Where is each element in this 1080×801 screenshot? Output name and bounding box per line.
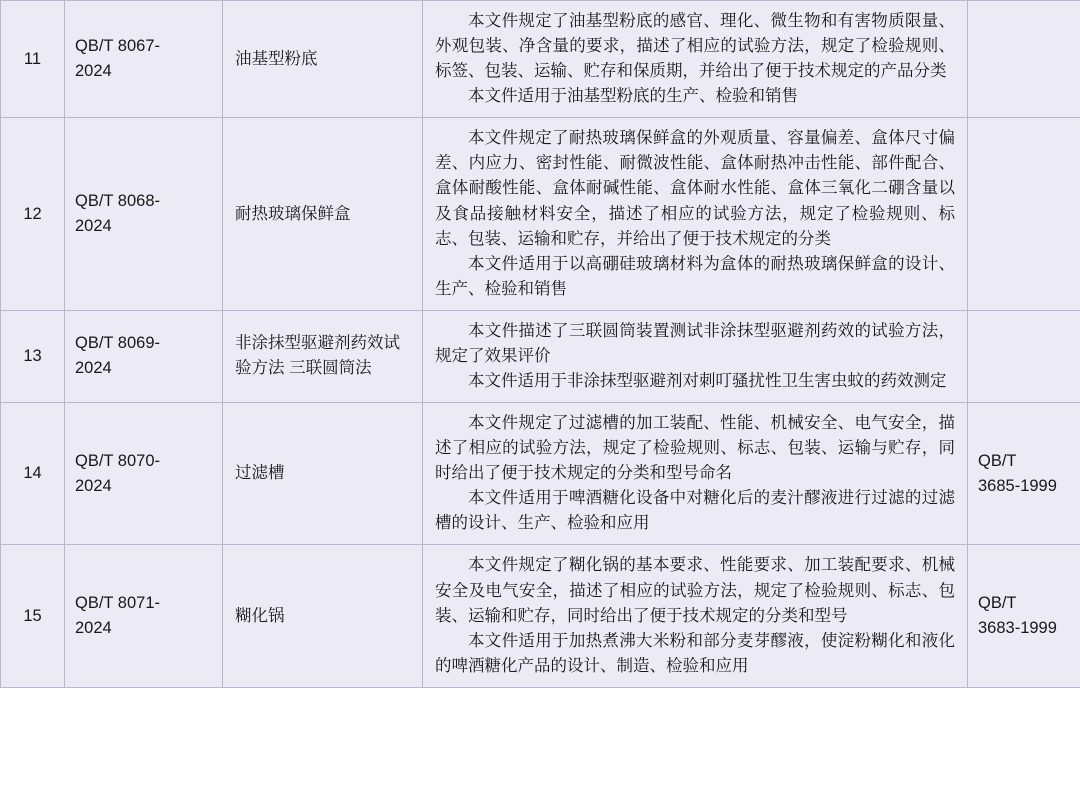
standard-code-line-2: 2024 [75, 217, 112, 236]
content-paragraph: 本文件描述了三联圆筒装置测试非涂抹型驱避剂药效的试验方法，规定了效果评价 [435, 321, 955, 365]
row-index: 14 [1, 403, 65, 545]
row-standard-content [423, 1, 968, 118]
content-paragraph: 本文件适用于油基型粉底的生产、检验和销售 [468, 87, 798, 106]
standard-code-line-2: 2024 [75, 476, 112, 495]
row-standard-name: 糊化锅 [223, 545, 423, 687]
row-standard-code [65, 545, 223, 687]
standard-code-line-2: 2024 [75, 359, 112, 378]
standard-code-line-2: 2024 [75, 62, 112, 81]
standard-code-line-2: 2024 [75, 619, 112, 638]
row-standard-name: 耐热玻璃保鲜盒 [223, 118, 423, 311]
row-standard-code [65, 118, 223, 311]
row-standard-content [423, 118, 968, 311]
content-paragraph: 本文件适用于加热煮沸大米粉和部分麦芽醪液，使淀粉糊化和液化的啤酒糖化产品的设计、制造、检验和应用 [435, 631, 955, 675]
row-standard-name: 过滤槽 [223, 403, 423, 545]
content-paragraph: 本文件规定了油基型粉底的感官、理化、微生物和有害物质限量、外观包装、净含量的要求，描述了相应的试验方法，规定了检验规则、标签、包装、运输、贮存和保质期，并给出了便于技术规定的产品分类 [435, 12, 955, 81]
standard-code-line-1: QB/T 8068- [75, 192, 160, 210]
content-paragraph: 本文件适用于非涂抹型驱避剂对刺叮骚扰性卫生害虫蚊的药效测定 [468, 372, 947, 391]
content-paragraph: 本文件适用于啤酒糖化设备中对糖化后的麦汁醪液进行过滤的过滤槽的设计、生产、检验和应用 [435, 489, 955, 533]
content-paragraph: 本文件规定了耐热玻璃保鲜盒的外观质量、容量偏差、盒体尺寸偏差、内应力、密封性能、耐微波性能、盒体耐热冲击性能、部件配合、盒体耐酸性能、盒体耐碱性能、盒体耐水性能、盒体三氧化二硼含量以及食品接触材料安全，描述了相应的试验方法，规定了检验规则、标志、包装、运输和贮存，并给出了便于技术规定的分类 [435, 129, 955, 248]
row-index: 11 [1, 1, 65, 118]
row-standard-name: 油基型粉底 [223, 1, 423, 118]
row-standard-content [423, 403, 968, 545]
table-row [1, 403, 1080, 545]
table-row [1, 310, 1080, 402]
row-standard-code [65, 310, 223, 402]
replaced-code-line-2: 3685-1999 [978, 476, 1057, 495]
standard-code-line-1: QB/T 8067- [75, 37, 160, 56]
row-replaced-standard [968, 118, 1080, 311]
table-row [1, 118, 1080, 311]
replaced-code-line-1: QB/T [978, 451, 1017, 470]
row-replaced-standard [968, 403, 1080, 545]
content-paragraph: 本文件规定了过滤槽的加工装配、性能、机械安全、电气安全，描述了相应的试验方法，规定了检验规则、标志、包装、运输与贮存，同时给出了便于技术规定的分类和型号命名 [435, 414, 955, 483]
standard-code-line-1: QB/T 8069- [75, 334, 160, 353]
row-standard-code [65, 1, 223, 118]
content-paragraph: 本文件适用于以高硼硅玻璃材料为盒体的耐热玻璃保鲜盒的设计、生产、检验和销售 [435, 254, 955, 298]
row-replaced-standard [968, 545, 1080, 687]
row-replaced-standard [968, 310, 1080, 402]
row-standard-name: 非涂抹型驱避剂药效试验方法 三联圆筒法 [223, 310, 423, 402]
row-standard-content [423, 545, 968, 687]
table-row [1, 1, 1080, 118]
content-paragraph: 本文件规定了糊化锅的基本要求、性能要求、加工装配要求、机械安全及电气安全，描述了相应的试验方法，规定了检验规则、标志、包装、运输和贮存，同时给出了便于技术规定的分类和型号 [435, 556, 955, 625]
replaced-code-line-2: 3683-1999 [978, 619, 1057, 638]
row-index: 13 [1, 310, 65, 402]
table-row [1, 545, 1080, 687]
standard-code-line-1: QB/T 8071- [75, 594, 160, 613]
replaced-code-line-1: QB/T [978, 594, 1017, 613]
standard-code-line-1: QB/T 8070- [75, 451, 160, 470]
row-standard-code [65, 403, 223, 545]
row-index: 12 [1, 118, 65, 311]
row-index: 15 [1, 545, 65, 687]
row-replaced-standard [968, 1, 1080, 118]
row-standard-content [423, 310, 968, 402]
